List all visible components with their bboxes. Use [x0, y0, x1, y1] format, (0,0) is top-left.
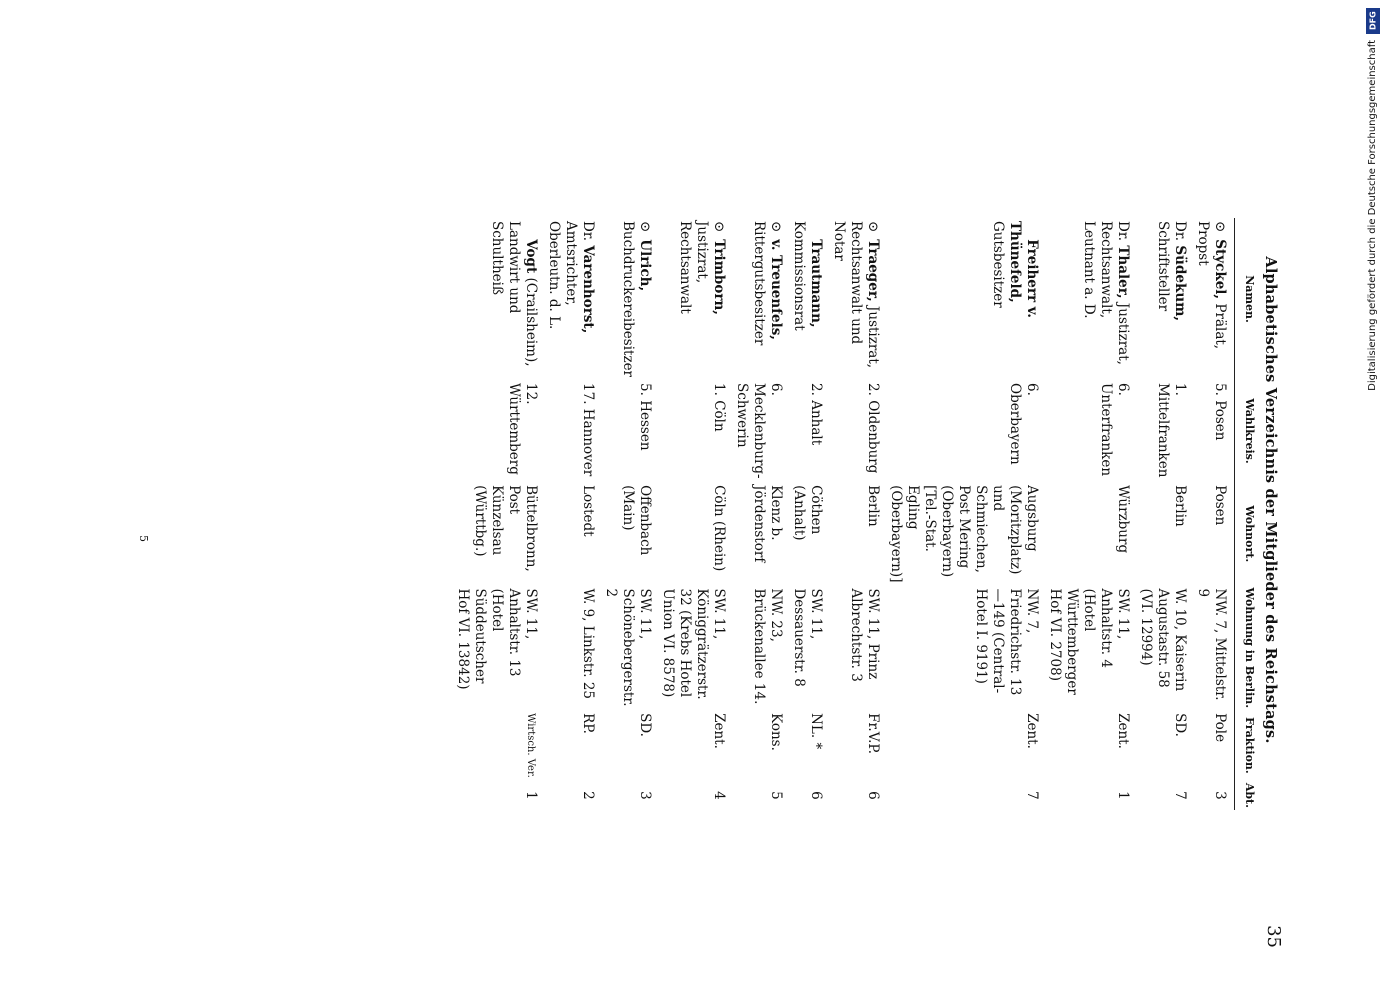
member-district: 5. Posen	[1212, 383, 1228, 441]
table-row	[659, 218, 733, 810]
member-surname: Trautmann,	[808, 239, 824, 328]
member-address: NW. 7, Friedrichstr. 13—149 (Central-Hotel I. 9191)	[973, 588, 1040, 696]
member-surname: Trimborn,	[711, 239, 727, 315]
member-address: W. 10, Kaiserin Augustastr. 58 (VI. 12994)	[1138, 588, 1188, 692]
member-address: SW. 11, Anhaltstr. 13 (Hotel Süddeutscher Hof VI. 13842)	[455, 588, 539, 690]
table-row	[545, 218, 602, 810]
member-residence: Würzburg	[1115, 485, 1131, 554]
member-title: Justizrat, Rechtsanwalt, Leutnant a. D.	[1081, 221, 1131, 365]
member-seat: 4	[711, 791, 727, 800]
member-residence: Offenbach (Main)	[620, 485, 653, 556]
member-prefix: ⊙	[1212, 221, 1228, 233]
member-name-cell	[602, 218, 659, 380]
member-district: 6. Oberbayern	[1007, 383, 1040, 465]
member-residence: Posen	[1212, 485, 1228, 526]
member-address: SW. 11, Prinz Albrechtstr. 3	[848, 588, 881, 682]
member-district: 12. Württemberg	[506, 383, 539, 475]
table-row	[790, 218, 830, 810]
header-residence: Wohnort.	[1235, 482, 1261, 585]
member-address: NW. 7, Mittelstr. 9	[1195, 588, 1228, 701]
member-residence: Augsburg (Moritzplatz) und Schmiechen, Post Mering (Oberbayern) [Tel.-Stat. Egling (Oberbayern)]	[888, 485, 1040, 583]
member-surname: Freiherr v. Thünefeld,	[1007, 221, 1040, 318]
member-title: Gutsbesitzer	[990, 221, 1006, 308]
footer-mark: 5	[137, 535, 150, 542]
member-seat: 2	[580, 791, 596, 800]
member-title: Schriftsteller	[1155, 221, 1171, 312]
page-number: 35	[1263, 925, 1284, 948]
member-district: 2. Oldenburg	[865, 383, 881, 474]
member-residence: Lostedt	[580, 485, 596, 537]
header-address: Wohnung in Berlin.	[1235, 585, 1261, 710]
member-prefix: ⊙	[768, 221, 784, 233]
header-seat: Abt.	[1235, 781, 1261, 810]
member-faction: Zent.	[1024, 713, 1040, 749]
member-faction: SD.	[1172, 713, 1188, 737]
member-address: SW. 11, Anhaltstr. 4 (Hotel Württemberger Hof VI. 2708)	[1047, 588, 1131, 695]
member-faction: NL. *	[808, 713, 824, 750]
member-seat: 3	[637, 791, 653, 800]
member-title: Kommissionsrat	[791, 221, 807, 331]
member-title: (Crailsheim), Landwirt und Schultheiß	[489, 221, 539, 367]
member-faction: Kons.	[768, 713, 784, 751]
member-surname: Varenhorst,	[580, 245, 596, 334]
member-prefix: Dr.	[1172, 221, 1188, 242]
member-district: 6. Unterfranken	[1098, 383, 1131, 477]
table-row	[830, 218, 887, 810]
table-row	[733, 218, 790, 810]
member-name-cell	[659, 218, 733, 380]
table-row	[1046, 218, 1137, 810]
table-row	[887, 218, 1046, 810]
member-seat: 6	[865, 791, 881, 800]
member-district: 2. Anhalt	[808, 383, 824, 446]
member-prefix: Dr.	[1115, 221, 1131, 242]
member-seat: 7	[1024, 791, 1040, 800]
member-name-cell	[545, 218, 602, 380]
member-title: Justizrat, Rechtsanwalt und Notar	[831, 221, 881, 369]
member-prefix: Dr.	[580, 221, 596, 242]
table-row	[602, 218, 659, 810]
member-address: SW. 11, Königgrätzerstr. 32 (Krebs Hotel Union VI. 8578)	[660, 588, 727, 700]
member-prefix: ⊙	[865, 221, 881, 233]
member-faction: Zent.	[711, 713, 727, 749]
member-title: Justizrat, Rechtsanwalt	[677, 221, 710, 314]
table-row	[1194, 218, 1235, 810]
member-faction: RP.	[580, 713, 596, 734]
member-residence: Büttelbronn, Post Künzelsau (Württbg.)	[472, 485, 539, 572]
page-title: Alphabetisches Verzeichnis der Mitglieder des Reichstags.	[1262, 256, 1279, 744]
funding-note	[1366, 8, 1380, 398]
member-name-cell	[830, 218, 887, 380]
member-surname: Ulrich,	[637, 239, 653, 292]
table-header-row	[1235, 218, 1261, 810]
member-seat: 1	[1115, 791, 1131, 800]
member-title: Buchdruckereibesitzer	[620, 221, 636, 378]
header-name: Namen.	[1235, 218, 1261, 380]
member-residence: Berlin	[1172, 485, 1188, 527]
member-residence: Berlin	[865, 485, 881, 527]
member-surname: Vogt	[523, 239, 539, 274]
member-name-cell	[1194, 218, 1235, 380]
funding-text: Digitalisierung gefördert durch die Deutsche Forschungsgemeinschaft	[1367, 40, 1378, 391]
member-title: Amtsrichter, Oberleutn. d. L.	[546, 221, 579, 330]
member-faction: SD.	[637, 713, 653, 737]
member-seat: 1	[523, 791, 539, 800]
member-faction: Wirtsch. Ver.	[525, 713, 536, 778]
member-seat: 5	[768, 791, 784, 800]
member-district: 1. Cöln	[711, 383, 727, 432]
member-district: 17. Hannover	[580, 383, 596, 477]
member-surname: Traeger,	[865, 239, 881, 302]
member-surname: Thaler,	[1115, 245, 1131, 299]
member-name-cell	[1046, 218, 1137, 380]
member-address: SW. 11, Dessauerstr. 8	[791, 588, 824, 687]
dfg-logo: DFG	[1366, 8, 1380, 34]
member-address: W. 9, Linkstr. 25	[580, 588, 596, 699]
member-residence: Cöln (Rhein)	[711, 485, 727, 572]
table-row	[1137, 218, 1194, 810]
member-surname: Styckel,	[1212, 239, 1228, 300]
member-district: 5. Hessen	[637, 383, 653, 451]
member-prefix: ⊙	[711, 221, 727, 233]
member-residence: Cöthen (Anhalt)	[791, 485, 824, 541]
header-district: Wahlkreis.	[1235, 380, 1261, 482]
member-name-cell	[887, 218, 1046, 380]
member-name-cell	[454, 218, 545, 380]
member-seat: 3	[1212, 791, 1228, 800]
member-faction: Fr.V.P.	[865, 713, 881, 755]
member-residence: Klenz b. Jördenstorf	[751, 485, 784, 563]
member-table	[454, 218, 1260, 810]
member-name-cell	[790, 218, 830, 380]
member-faction: Zent.	[1115, 713, 1131, 749]
member-district: 6. Mecklenburg-Schwerin	[734, 383, 784, 479]
member-surname: v. Treuenfels,	[768, 239, 784, 340]
member-name-cell	[733, 218, 790, 380]
header-faction: Fraktion.	[1235, 710, 1261, 781]
member-title: Rittergutsbesitzer	[751, 221, 767, 346]
member-seat: 6	[808, 791, 824, 800]
member-address: SW. 11, Schönebergerstr. 2	[603, 588, 653, 707]
member-prefix: ⊙	[637, 221, 653, 233]
member-district: 1. Mittelfranken	[1155, 383, 1188, 478]
table-row	[454, 218, 545, 810]
member-surname: Südekum,	[1172, 245, 1188, 322]
member-seat: 7	[1172, 791, 1188, 800]
member-title: Prälat, Propst	[1195, 221, 1228, 350]
member-name-cell	[1137, 218, 1194, 380]
member-faction: Pole	[1212, 713, 1228, 743]
member-address: NW. 23, Brückenallee 14.	[751, 588, 784, 705]
